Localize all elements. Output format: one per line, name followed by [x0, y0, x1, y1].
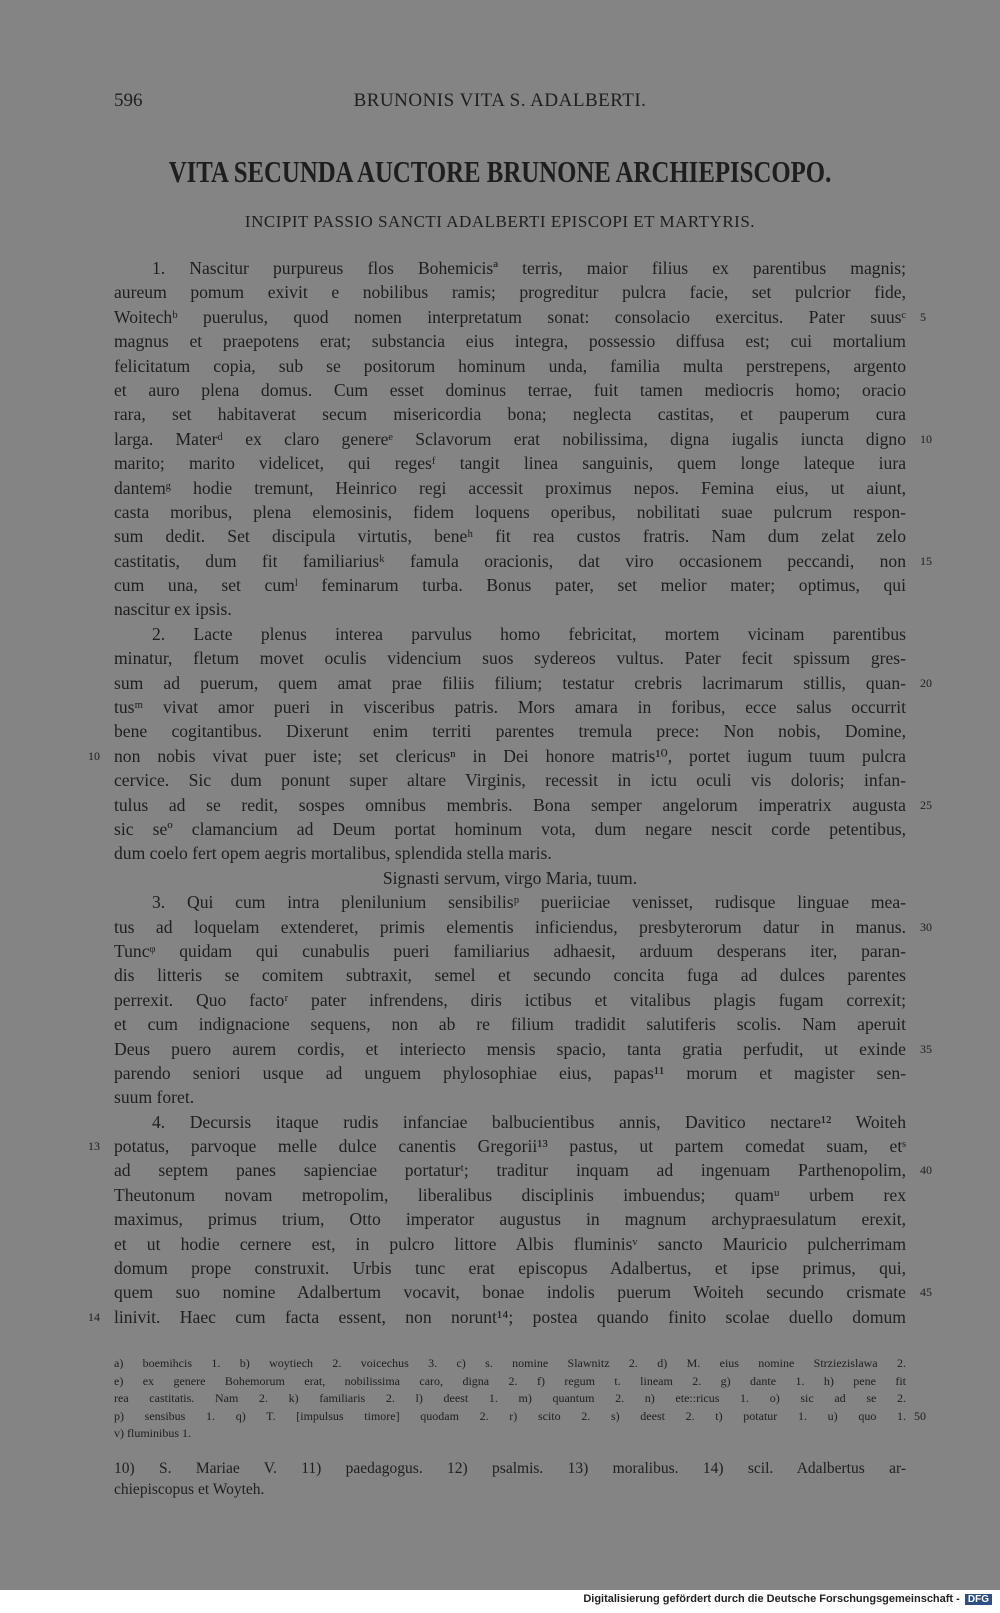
body-line-text: maximus, primus trium, Otto imperator augustus in magnum archypraesulatum erexit,	[114, 1209, 906, 1230]
body-line-text: suum foret.	[114, 1087, 195, 1108]
body-line	[114, 329, 906, 353]
body-line	[114, 1061, 906, 1085]
body-line-text: dantemᵍ hodie tremunt, Heinrico regi accessit proximus nepos. Femina eius, ut aiunt,	[114, 477, 906, 498]
body-line-text: parendo seniori usque ad unguem phylosophiae eius, papas¹¹ morum et magister sen-	[114, 1062, 906, 1083]
body-line-text: sum dedit. Set discipula virtutis, beneʰ fit rea custos fratris. Nam dum zelat zelo	[114, 526, 906, 547]
body-line-text: 4. Decursis itaque rudis infanciae balbucientibus annis, Davitico nectare¹² Woiteh	[152, 1111, 906, 1132]
body-line-text: tus ad loquelam extenderet, primis elementis inficiendus, presbyterorum datur in manus.	[114, 916, 906, 937]
gloss-line-text: 10) S. Mariae V. 11) paedagogus. 12) psalmis. 13) moralibus. 14) scil. Adalbertus ar-	[114, 1460, 906, 1477]
body-line	[114, 1256, 906, 1280]
footnote-line	[114, 1425, 906, 1443]
footnote-line-text: v) fluminibus 1.	[114, 1426, 191, 1440]
page-number: 596	[114, 90, 143, 111]
body-line-text: magnus et praepotens erat; substancia eius integra, possessio diffusa est; cui mortalium	[114, 331, 906, 352]
footnote-line	[114, 1373, 906, 1391]
body-line	[114, 280, 906, 304]
body-line-text: cum una, set cumˡ feminarum turba. Bonus pater, set melior mater; optimus, qui	[114, 575, 906, 596]
body-line-text: et cum indignacione sequens, non ab re filium tradidit salutiferis scolis. Nam aperuit	[114, 1014, 906, 1035]
margin-line-number: 5	[920, 309, 926, 324]
body-line	[114, 939, 906, 963]
body-line	[114, 1110, 906, 1134]
credit-text: Digitalisierung gefördert durch die Deutsche Forschungsgemeinschaft -	[583, 1593, 960, 1605]
footnote-line-text: p) sensibus 1. q) T. [impulsus timore] quodam 2. r) scito 2. s) deest 2. t) potatur 1. u) quo 1.	[114, 1408, 906, 1423]
body-line-text: Theutonum novam metropolim, liberalibus disciplinis imbuendus; quamᵘ urbem rex	[114, 1184, 906, 1205]
body-line	[114, 573, 906, 597]
body-line-text: rara, set habitaverat secum misericordia bona; neglecta castitas, et pauperum cura	[114, 404, 906, 425]
footnote-line	[114, 1390, 906, 1408]
body-line	[114, 646, 906, 670]
body-line	[114, 841, 906, 865]
body-line-text: Signasti servum, virgo Maria, tuum.	[382, 867, 638, 888]
margin-line-number: 35	[920, 1041, 932, 1056]
margin-source-number: 10	[88, 748, 100, 763]
body-line-text: castitatis, dum fit familiariusᵏ famula oracionis, dat viro occasionem peccandi, non	[114, 550, 906, 571]
body-line	[114, 817, 906, 841]
body-line-text: larga. Materᵈ ex claro genereᵉ Sclavorum erat nobilissima, digna iugalis iuncta digno	[114, 428, 906, 449]
body-line-text: casta moribus, plena elemosinis, fidem loquens operibus, nobilitati suae pulcrum respon-	[114, 501, 906, 522]
body-line-text: non nobis vivat puer iste; set clericusⁿ in Dei honore matris¹⁰, portet iugum tuum pulcra	[114, 745, 906, 766]
margin-line-number: 15	[920, 553, 932, 568]
body-line-text: domum prope construxit. Urbis tunc erat episcopus Adalbertus, et ipse primus, qui,	[114, 1258, 906, 1279]
body-line-text: nascitur ex ipsis.	[114, 599, 232, 620]
gloss-line	[114, 1479, 906, 1500]
body-line	[114, 988, 906, 1012]
page-title: VITA SECUNDA AUCTORE BRUNONE ARCHIEPISCOPO.	[168, 154, 832, 189]
body-line-text: tusᵐ vivat amor pueri in visceribus patris. Mors amara in foribus, ecce salus occurrit	[114, 697, 906, 718]
margin-line-number: 20	[920, 675, 932, 690]
body-line	[114, 1158, 932, 1182]
body-line	[114, 402, 906, 426]
body-line	[114, 1012, 906, 1036]
body-line	[114, 866, 906, 890]
body-text	[88, 256, 932, 1329]
page-header	[0, 90, 1000, 120]
body-line-text: quem suo nomine Adalbertum vocavit, bonae indolis puerum Woiteh secundo crismate	[114, 1282, 906, 1303]
body-line	[114, 256, 906, 280]
footnote-line	[114, 1408, 926, 1426]
body-line	[114, 1085, 906, 1109]
body-line	[114, 378, 906, 402]
body-line-text: et auro plena domus. Cum esset dominus terrae, fuit tamen mediocris homo; oracio	[114, 379, 906, 400]
footnote-line-text: a) boemihcis 1. b) woytiech 2. voicechus 3. c) s. nomine Slawnitz 2. d) M. eius nomine Strziezislawa 2.	[114, 1356, 906, 1370]
body-line-text: dis litteris se comitem subtraxit, semel et secundo concita fuga ad dulces parentes	[114, 965, 906, 986]
body-line-text: Tuncᵠ quidam qui cunabulis pueri familiarius adhaesit, arduum desperans iter, paran-	[114, 940, 906, 961]
body-line-text: 1. Nascitur purpureus flos Bohemicisª terris, maior filius ex parentibus magnis;	[152, 258, 906, 278]
body-line-text: tulus ad se redit, sospes omnibus membris. Bona semper angelorum imperatrix augusta	[114, 794, 906, 815]
body-line	[114, 622, 906, 646]
body-line	[88, 744, 906, 768]
body-line-text: 3. Qui cum intra plenilunium sensibilisᵖ pueriiciae venisset, rudisque linguae mea-	[152, 892, 906, 913]
body-line	[114, 915, 932, 939]
body-line	[114, 1232, 906, 1256]
page-subtitle: INCIPIT PASSIO SANCTI ADALBERTI EPISCOPI ET MARTYRIS.	[244, 212, 756, 231]
body-line-text: linivit. Haec cum facta essent, non norunt¹⁴; postea quando finito scolae duello domum	[114, 1306, 906, 1327]
footnotes	[114, 1355, 926, 1443]
body-line	[114, 549, 932, 573]
body-line-text: dum coelo fert opem aegris mortalibus, splendida stella maris.	[114, 843, 552, 864]
body-line	[114, 597, 906, 621]
body-line-text: et ut hodie cernere est, in pulcro littore Albis fluminisᵛ sancto Mauricio pulcherrimam	[114, 1233, 906, 1254]
gloss-line	[114, 1458, 906, 1479]
body-line	[114, 768, 906, 792]
body-line	[114, 451, 906, 475]
body-line	[114, 963, 906, 987]
margin-source-number: 14	[88, 1309, 100, 1324]
body-line	[114, 476, 906, 500]
body-line	[114, 524, 906, 548]
body-line-text: minatur, fletum movet oculis videncium suos sydereos vultus. Pater fecit spissum gres-	[114, 648, 906, 669]
body-line-text: marito; marito videlicet, qui regesᶠ tangit linea sanguinis, quem longe lateque iura	[114, 453, 906, 474]
dfg-logo: DFG	[965, 1594, 992, 1605]
margin-line-number: 45	[920, 1285, 932, 1300]
margin-line-number: 50	[914, 1408, 926, 1423]
body-line	[114, 719, 906, 743]
body-line	[114, 1280, 932, 1304]
gloss-line-text: chiepiscopus et Woyteh.	[114, 1481, 265, 1498]
body-line	[114, 354, 906, 378]
footnote-line	[114, 1355, 906, 1373]
body-line-text: 2. Lacte plenus interea parvulus homo febricitat, mortem vicinam parentibus	[152, 623, 906, 644]
running-head: BRUNONIS VITA S. ADALBERTI.	[353, 90, 647, 111]
body-line	[114, 427, 932, 451]
digitization-credit	[583, 1593, 992, 1605]
body-line	[114, 890, 906, 914]
body-line	[114, 1207, 906, 1231]
margin-line-number: 30	[920, 919, 932, 934]
margin-line-number: 40	[920, 1163, 932, 1178]
body-line-text: sum ad puerum, quem amat prae filiis filium; testatur crebris lacrimarum stillis, quan-	[114, 672, 906, 693]
body-line	[114, 500, 906, 524]
footnote-line-text: rea castitatis. Nam 2. k) familiaris 2. l) deest 1. m) quantum 2. n) ete::ricus 1. o) sic ad se 2.	[114, 1391, 906, 1405]
body-line	[114, 695, 906, 719]
body-line-text: perrexit. Quo factoʳ pater infrendens, diris ictibus et vitalibus plagis fugam correxit;	[114, 989, 906, 1010]
body-line-text: Deus puero aurem cordis, et interiecto mensis spacio, tanta gratia perfudit, ut exinde	[114, 1038, 906, 1059]
body-line	[114, 793, 932, 817]
body-line	[88, 1305, 906, 1329]
body-line	[114, 1037, 932, 1061]
body-line	[114, 305, 926, 329]
body-line-text: Woitechᵇ puerulus, quod nomen interpretatum sonat: consolacio exercitus. Pater suusᶜ	[114, 306, 906, 327]
glosses	[114, 1458, 906, 1500]
body-line-text: felicitatum copia, sub se positorum hominum unda, familia multa perstrepens, argento	[114, 355, 906, 376]
body-line-text: ad septem panes sapienciae portaturᵗ; traditur inquam ad ingenuam Parthenopolim,	[114, 1160, 906, 1181]
body-line-text: cervice. Sic dum ponunt super altare Virginis, recessit in ictu oculi vis doloris; infan-	[114, 770, 906, 791]
body-line-text: bene cogitantibus. Dixerunt enim territi parentes tremula prece: Non nobis, Domine,	[114, 721, 906, 742]
body-line	[114, 1183, 906, 1207]
body-line	[88, 1134, 906, 1158]
body-line-text: potatus, parvoque melle dulce canentis Gregorii¹³ pastus, ut partem comedat suam, etˢ	[114, 1136, 906, 1157]
margin-line-number: 25	[920, 797, 932, 812]
margin-line-number: 10	[920, 431, 932, 446]
margin-source-number: 13	[88, 1139, 100, 1154]
body-line	[114, 671, 932, 695]
body-line-text: aureum pomum exivit e nobilibus ramis; progreditur pulcra facie, set pulcrior fide,	[114, 282, 906, 303]
footnote-line-text: e) ex genere Bohemorum erat, nobilissima caro, digna 2. f) regum t. lineam 2. g) dante 1. h) pene fit	[114, 1373, 906, 1388]
body-line-text: sic seº clamancium ad Deum portat hominum vota, dum negare nescit corde petentibus,	[114, 818, 906, 839]
